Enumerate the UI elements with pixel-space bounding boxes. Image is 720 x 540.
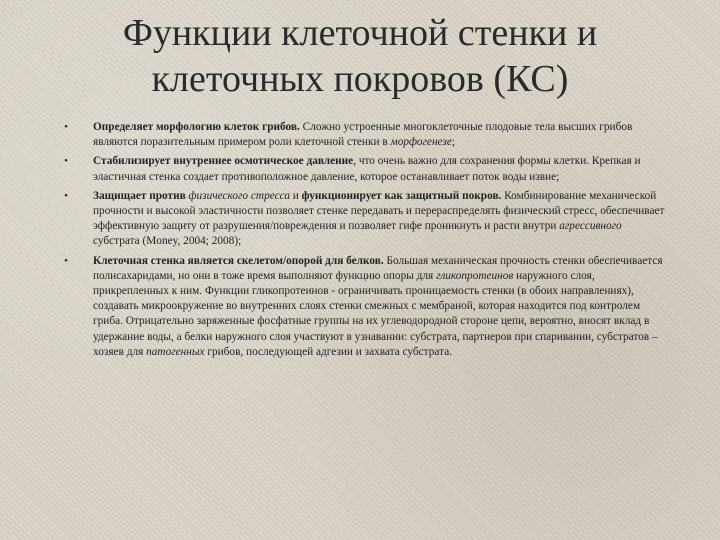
bullet-glyph: • xyxy=(64,189,68,202)
bullet-glyph: • xyxy=(64,121,68,133)
slide-title-line-2: клеточных покровов (КС) xyxy=(151,58,569,100)
bullet-text-segment: физического стресса xyxy=(188,189,290,202)
bullet-item-skeleton xyxy=(60,254,670,360)
bullet-text-segment: Комбинирование механической прочности и высокой эластичности позволяет стенке передавать и перераспределять физический стресс, обеспечивает эффективную защиту от разрушения/повреждения и позволяет гифе проникнуть и расти внутри xyxy=(93,189,665,233)
slide-title xyxy=(40,10,680,102)
bullet-text-segment: гликопротеинов xyxy=(436,269,514,282)
bullet-text-segment: Определяет морфологию клеток грибов. xyxy=(93,121,300,133)
bullet-item-osmotic-pressure xyxy=(60,154,670,184)
bullet-list xyxy=(60,120,670,364)
bullet-text-segment: грибов, последующей адгезии и захвата субстрата. xyxy=(204,345,453,358)
bullet-text-segment: Сложно устроенные многоклеточные плодовые тела высших грибов являются поразительным примером роли клеточной стенки в xyxy=(93,121,633,149)
bullet-text-segment: Защищает против xyxy=(93,189,189,202)
bullet-text-segment: морфогенезе xyxy=(390,136,452,149)
bullet-glyph: • xyxy=(64,254,68,267)
bullet-text xyxy=(93,255,663,358)
bullet-text-segment: патогенных xyxy=(146,345,205,358)
bullet-text xyxy=(93,121,632,148)
slide-title-line-1: Функции клеточной стенки и xyxy=(122,12,598,54)
bullet-glyph: • xyxy=(64,155,68,168)
bullet-text-segment: Большая механическая прочность стенки обеспечивается полисахаридами, но они в тоже время выполняют функцию опоры для xyxy=(93,254,663,282)
bullet-text-segment: наружного слоя, прикрепленных к ним. Функции гликопротеинов - ограничивать проницаемость стенки (в обоих направлениях), создавать микроокружение во внутренних слоях стенки смежных с мембраной, которая находится под контролем гриба. Отрицательно заряженные фосфатные группы на их углеводородной стороне цепи, вероятно, вносят вклад в удержание воды, а белки наружного слоя участвуют в узнавании: субстрата, партнеров при спаривании, субстратов – хозяев для xyxy=(93,269,658,358)
bullet-text-segment: и xyxy=(289,189,302,202)
bullet-item-protection xyxy=(60,189,670,250)
bullet-item-morphology xyxy=(60,120,670,150)
bullet-text-segment: , что очень важно для сохранения формы клетки. Крепкая и эластичная стенка создает противоположное давление, которое останавливает поток воды извне; xyxy=(93,155,641,183)
bullet-text-segment: Стабилизирует внутреннее осмотическое давление xyxy=(93,155,354,168)
bullet-text-segment: агрессивного xyxy=(559,220,622,233)
bullet-text-segment: Клеточная стенка является скелетом/опорой для белков. xyxy=(93,254,384,267)
bullet-text xyxy=(93,155,641,182)
bullet-text-segment: субстрата (Money, 2004; 2008); xyxy=(93,235,242,248)
bullet-text-segment: ; xyxy=(451,136,455,149)
bullet-text xyxy=(93,190,664,248)
bullet-text-segment: функционирует как защитный покров. xyxy=(301,189,502,202)
